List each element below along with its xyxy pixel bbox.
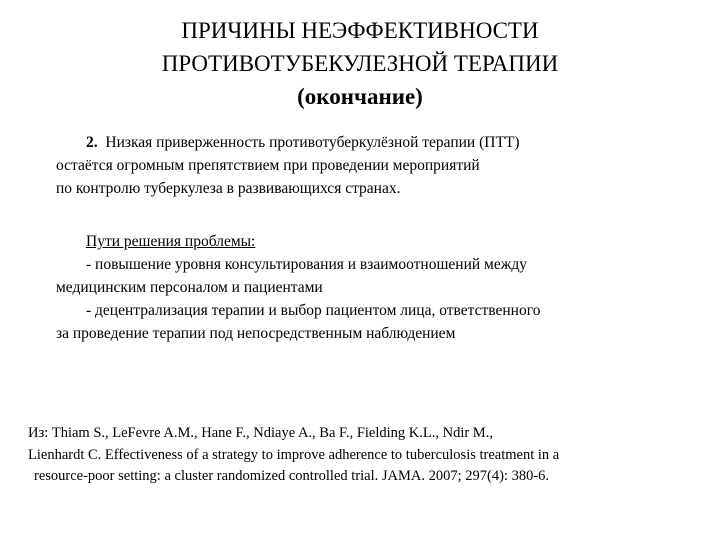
solution-item-2-line-1: - децентрализация терапии и выбор пациентом лица, ответственного	[86, 302, 541, 319]
reference-line-2: Lienhardt C. Effectiveness of a strategy to improve adherence to tuberculosis treatment in a	[28, 446, 560, 463]
solutions-heading: Пути решения проблемы:	[86, 233, 256, 250]
solutions-heading-line	[56, 230, 696, 253]
point-2-line-3: по контролю туберкулеза в развивающихся странах.	[56, 180, 401, 197]
point-number: 2.	[86, 134, 98, 151]
slide-title	[40, 14, 680, 113]
reference-line-3: resource-poor setting: a cluster randomized controlled trial. JAMA. 2007; 297(4): 380-6.	[34, 468, 550, 484]
point-2-line-2: остаётся огромным препятствием при проведении мероприятий	[56, 157, 480, 174]
solution-item-2-line-2: за проведение терапии под непосредственным наблюдением	[56, 325, 456, 342]
title-line-3: (окончание)	[297, 84, 423, 109]
point-2-line-1	[56, 131, 696, 154]
reference-line-1: Из: Thiam S., LeFevre A.M., Hane F., Ndiaye A., Ba F., Fielding K.L., Ndir M.,	[28, 425, 493, 441]
title-line-2: ПРОТИВОТУБЕКУЛЕЗНОЙ ТЕРАПИИ	[161, 51, 559, 76]
reference-citation	[28, 423, 708, 488]
solution-item-1-line-1: - повышение уровня консультирования и взаимоотношений между	[86, 256, 528, 273]
solutions-paragraph	[56, 230, 696, 345]
title-line-1: ПРИЧИНЫ НЕЭФФЕКТИВНОСТИ	[181, 18, 539, 43]
point-2-paragraph	[56, 131, 696, 200]
point-2-text-1: Низкая приверженность противотуберкулёзной терапии (ПТТ)	[105, 134, 520, 151]
solution-item-1-line-2: медицинским персоналом и пациентами	[56, 279, 323, 296]
